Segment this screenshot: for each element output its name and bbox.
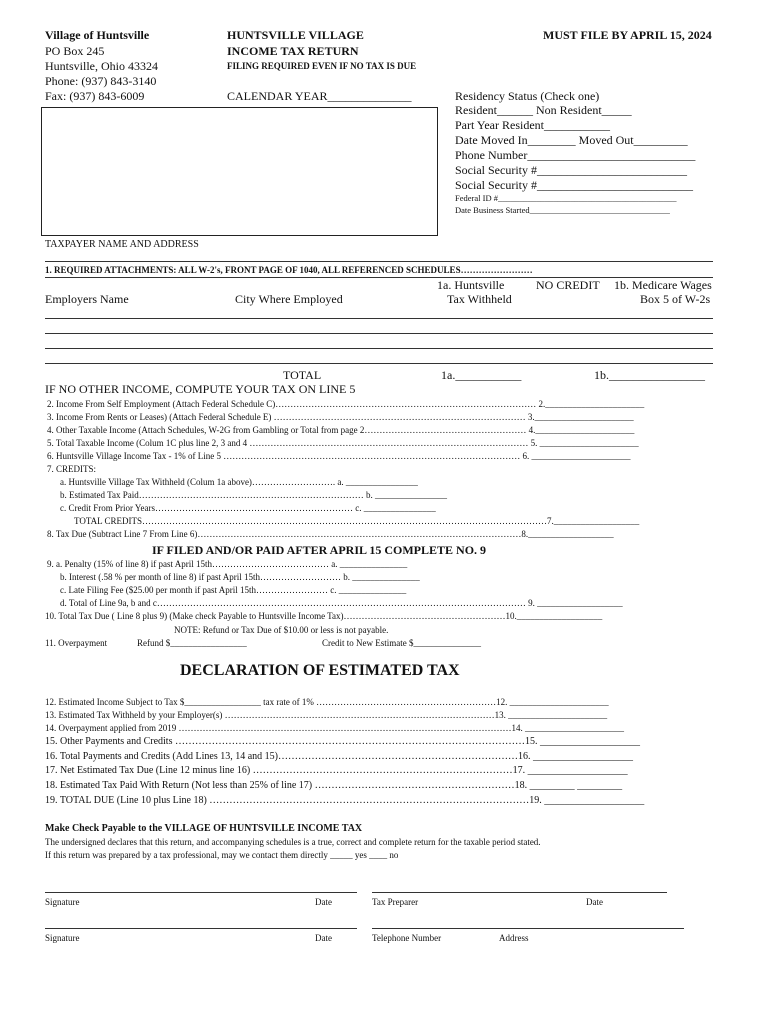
col-1b-header-sub: Box 5 of W-2s bbox=[640, 292, 711, 306]
po-box: PO Box 245 bbox=[45, 44, 105, 58]
line-7-total[interactable]: TOTAL CREDITS………………………………………………………………………………………………………………………7.___________________ bbox=[74, 516, 640, 526]
form-title-2: INCOME TAX RETURN bbox=[227, 44, 359, 58]
divider bbox=[45, 277, 713, 278]
no-credit-label: NO CREDIT bbox=[536, 278, 600, 292]
org-name: Village of Huntsville bbox=[45, 28, 150, 42]
resident-field[interactable]: Resident______ Non Resident_____ bbox=[455, 103, 632, 117]
employer-row-line[interactable] bbox=[45, 363, 713, 364]
total-1b-field[interactable]: 1b.________________ bbox=[594, 368, 705, 382]
line-6[interactable]: 6. Huntsville Village Income Tax - 1% of Line 5 ……………………………………………………………………………………… 6. ______________________ bbox=[47, 451, 631, 461]
line-16[interactable]: 16. Total Payments and Credits (Add Lines 13, 14 and 15)………………………………………………………………16. ____________________ bbox=[45, 751, 633, 762]
contact-preparer[interactable]: If this return was prepared by a tax professional, may we contact them directly _____ yes ____ no bbox=[45, 850, 399, 860]
line-9a[interactable]: 9. a. Penalty (15% of line 8) if past April 15th………………………………… a. _______________ bbox=[47, 559, 408, 569]
signature-line[interactable] bbox=[45, 892, 357, 893]
line-7c[interactable]: c. Credit From Prior Years………………………………………………………… c. ________________ bbox=[60, 503, 436, 513]
payable-note: Make Check Payable to the VILLAGE OF HUNTSVILLE INCOME TAX bbox=[45, 823, 363, 834]
city-state: Huntsville, Ohio 43324 bbox=[45, 59, 158, 73]
line-10[interactable]: 10. Total Tax Due ( Line 8 plus 9) (Make check Payable to Huntsville Income Tax)………………………………………………10.___________________ bbox=[45, 611, 603, 621]
employer-row-line[interactable] bbox=[45, 348, 713, 349]
telephone-label: Telephone Number bbox=[372, 933, 442, 943]
filing-required: FILING REQUIRED EVEN IF NO TAX IS DUE bbox=[227, 61, 417, 71]
line-12[interactable]: 12. Estimated Income Subject to Tax $_________________ tax rate of 1% ……………………………………………………12. ______________________ bbox=[45, 697, 609, 707]
no-other-income: IF NO OTHER INCOME, COMPUTE YOUR TAX ON LINE 5 bbox=[45, 382, 356, 396]
total-1a-field[interactable]: 1a.___________ bbox=[441, 368, 522, 382]
file-deadline: MUST FILE BY APRIL 15, 2024 bbox=[543, 28, 712, 42]
moved-field[interactable]: Date Moved In________ Moved Out_________ bbox=[455, 133, 688, 147]
line-11-overpayment: 11. Overpayment bbox=[45, 638, 108, 648]
line-5[interactable]: 5. Total Taxable Income (Colum 1C plus line 2, 3 and 4 ………………………………………………………………………………… 5. ______________________ bbox=[47, 438, 639, 448]
col-1b-header: 1b. Medicare Wages bbox=[614, 278, 712, 292]
address-label: Address bbox=[499, 933, 529, 943]
col-1a-header: 1a. Huntsville bbox=[437, 278, 505, 292]
line-9d[interactable]: d. Total of Line 9a, b and c…………………………………………………………………………………………………………… 9. ___________________ bbox=[60, 598, 623, 608]
refund-field[interactable]: Refund $_________________ bbox=[137, 638, 247, 648]
line-9c[interactable]: c. Late Filing Fee ($25.00 per month if past April 15th…………………… c. _______________ bbox=[60, 585, 407, 595]
refund-note: NOTE: Refund or Tax Due of $10.00 or less is not payable. bbox=[174, 625, 389, 635]
signature-label: Signature bbox=[45, 897, 80, 907]
tax-preparer-label: Tax Preparer bbox=[372, 897, 419, 907]
taxpayer-address-box[interactable] bbox=[41, 107, 438, 236]
declaration-text: The undersigned declares that this return, and accompanying schedules is a true, correct and complete return for the taxable period stated. bbox=[45, 837, 541, 847]
business-started-field[interactable]: Date Business Started_________________________________ bbox=[455, 205, 670, 215]
line-2[interactable]: 2. Income From Self Employment (Attach Federal Schedule C)…………………………………………………………………………… 2.______________________ bbox=[47, 399, 645, 409]
phone-number-field[interactable]: Phone Number____________________________ bbox=[455, 148, 696, 162]
phone: Phone: (937) 843-3140 bbox=[45, 74, 157, 88]
federal-id-field[interactable]: Federal ID #__________________________________________ bbox=[455, 193, 677, 203]
total-label: TOTAL bbox=[283, 368, 322, 382]
late-heading: IF FILED AND/OR PAID AFTER APRIL 15 COMPLETE NO. 9 bbox=[152, 543, 487, 557]
line-7a[interactable]: a. Huntsville Village Tax Withheld (Colum 1a above)………………………. a. ________________ bbox=[60, 477, 418, 487]
signature-label: Signature bbox=[45, 933, 80, 943]
date-label: Date bbox=[586, 897, 603, 907]
telephone-address-line[interactable] bbox=[372, 928, 684, 929]
col-1a-header-sub: Tax Withheld bbox=[447, 292, 512, 306]
line-13[interactable]: 13. Estimated Tax Withheld by your Employer(s) ………………………………………………………………………………13. ______________________ bbox=[45, 710, 608, 720]
fax: Fax: (937) 843-6009 bbox=[45, 89, 145, 103]
line-14[interactable]: 14. Overpayment applied from 2019 …………………………………………………………………………………………………14. ______________________ bbox=[45, 723, 624, 733]
credits-label: 7. CREDITS: bbox=[47, 464, 97, 474]
employer-row-line[interactable] bbox=[45, 318, 713, 319]
line-4[interactable]: 4. Other Taxable Income (Attach Schedules, W-2G from Gambling or Total from page 2……………………………………………… 4.______________________ bbox=[47, 425, 635, 435]
ssn-field-2[interactable]: Social Security #__________________________ bbox=[455, 178, 693, 192]
tax-preparer-line[interactable] bbox=[372, 892, 667, 893]
form-title-1: HUNTSVILLE VILLAGE bbox=[227, 28, 364, 42]
employers-name-header: Employers Name bbox=[45, 292, 129, 306]
line-15[interactable]: 15. Other Payments and Credits ……………………………………………………………………………………………15. ____________________ bbox=[45, 736, 640, 747]
calendar-year-field[interactable]: CALENDAR YEAR______________ bbox=[227, 89, 412, 103]
line-17[interactable]: 17. Net Estimated Tax Due (Line 12 minus line 16) ……………………………………………………………………17. ____________________ bbox=[45, 765, 628, 776]
line-18[interactable]: 18. Estimated Tax Paid With Return (Not less than 25% of line 17) ……………………………………………………18. _________ _________ bbox=[45, 780, 623, 791]
date-label: Date bbox=[315, 897, 332, 907]
required-attachments: 1. REQUIRED ATTACHMENTS: ALL W-2's, FRONT PAGE OF 1040, ALL REFERENCED SCHEDULES…………………… bbox=[45, 265, 533, 275]
ssn-field-1[interactable]: Social Security #_________________________ bbox=[455, 163, 687, 177]
signature-line[interactable] bbox=[45, 928, 357, 929]
divider bbox=[45, 261, 713, 262]
credit-new-estimate-field[interactable]: Credit to New Estimate $_______________ bbox=[322, 638, 481, 648]
estimated-tax-heading: DECLARATION OF ESTIMATED TAX bbox=[180, 662, 460, 679]
employer-row-line[interactable] bbox=[45, 333, 713, 334]
part-year-field[interactable]: Part Year Resident___________ bbox=[455, 118, 610, 132]
line-8[interactable]: 8. Tax Due (Subtract Line 7 From Line 6)………………………………………………………………………………………………8.___________________ bbox=[47, 529, 614, 539]
date-label: Date bbox=[315, 933, 332, 943]
line-19[interactable]: 19. TOTAL DUE (Line 10 plus Line 18) ……………………………………………………………………………………19. ____________________ bbox=[45, 795, 645, 806]
line-9b[interactable]: b. Interest (.58 % per month of line 8) if past April 15th……………………… b. _______________ bbox=[60, 572, 420, 582]
residency-title: Residency Status (Check one) bbox=[455, 89, 600, 103]
city-employed-header: City Where Employed bbox=[235, 292, 343, 306]
taxpayer-label: TAXPAYER NAME AND ADDRESS bbox=[45, 239, 199, 250]
line-3[interactable]: 3. Income From Rents or Leases) (Attach Federal Schedule E) ………………………………………………………………………… 3.______________________ bbox=[47, 412, 634, 422]
line-7b[interactable]: b. Estimated Tax Paid………………………………………………………………… b. ________________ bbox=[60, 490, 447, 500]
